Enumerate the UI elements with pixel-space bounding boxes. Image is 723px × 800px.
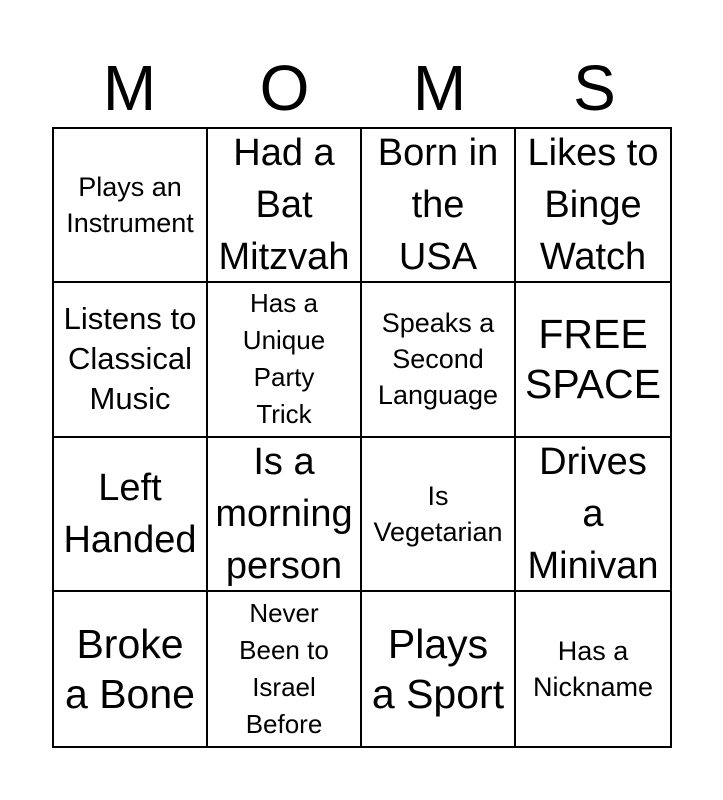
bingo-cell-text: Plays a Sport [371, 620, 505, 717]
free-space-text: FREE SPACE [525, 311, 661, 408]
bingo-cell-text: Has a Unique Party Trick [242, 288, 326, 430]
bingo-cell-text: Never Been to Israel Before [239, 597, 329, 739]
bingo-cell-text: Listens to Classical Music [63, 301, 197, 417]
bingo-cell-r3c4[interactable] [516, 438, 670, 592]
header-letter-s: S [573, 52, 616, 124]
header-letter-m: M [102, 52, 157, 124]
bingo-cell-text: Speaks a Second Language [377, 308, 499, 411]
bingo-cell-text: Born in the USA [377, 132, 499, 279]
bingo-cell-r2c3[interactable] [362, 283, 516, 437]
bingo-cell-r4c3[interactable] [362, 592, 516, 746]
bingo-cell-text: Likes to Binge Watch [527, 132, 659, 279]
header-letter-m-second: M [412, 52, 467, 124]
bingo-board [52, 127, 672, 748]
bingo-cell-r1c1[interactable] [54, 129, 208, 283]
bingo-cell-text: Had a Bat Mitzvah [218, 132, 350, 279]
bingo-cell-text: Drives a Minivan [527, 440, 659, 587]
bingo-cell-r3c2[interactable] [208, 438, 362, 592]
bingo-cell-free-space[interactable] [516, 283, 670, 437]
bingo-cell-text: Broke a Bone [65, 620, 195, 717]
bingo-cell-text: Has a Nickname [532, 635, 654, 702]
header-letter-o: O [259, 52, 310, 124]
bingo-cell-text: Is a morning person [215, 440, 353, 587]
bingo-cell-r4c4[interactable] [516, 592, 670, 746]
bingo-cell-text: Plays an Instrument [66, 172, 194, 239]
bingo-cell-r2c1[interactable] [54, 283, 208, 437]
bingo-cell-r3c3[interactable] [362, 438, 516, 592]
bingo-cell-r1c2[interactable] [208, 129, 362, 283]
bingo-cell-r4c1[interactable] [54, 592, 208, 746]
bingo-cell-r4c2[interactable] [208, 592, 362, 746]
bingo-cell-r3c1[interactable] [54, 438, 208, 592]
bingo-cell-text: Is Vegetarian [373, 480, 503, 547]
bingo-cell-r1c4[interactable] [516, 129, 670, 283]
bingo-cell-text: Left Handed [63, 466, 197, 561]
bingo-header [52, 50, 672, 126]
bingo-cell-r2c2[interactable] [208, 283, 362, 437]
bingo-cell-r1c3[interactable] [362, 129, 516, 283]
